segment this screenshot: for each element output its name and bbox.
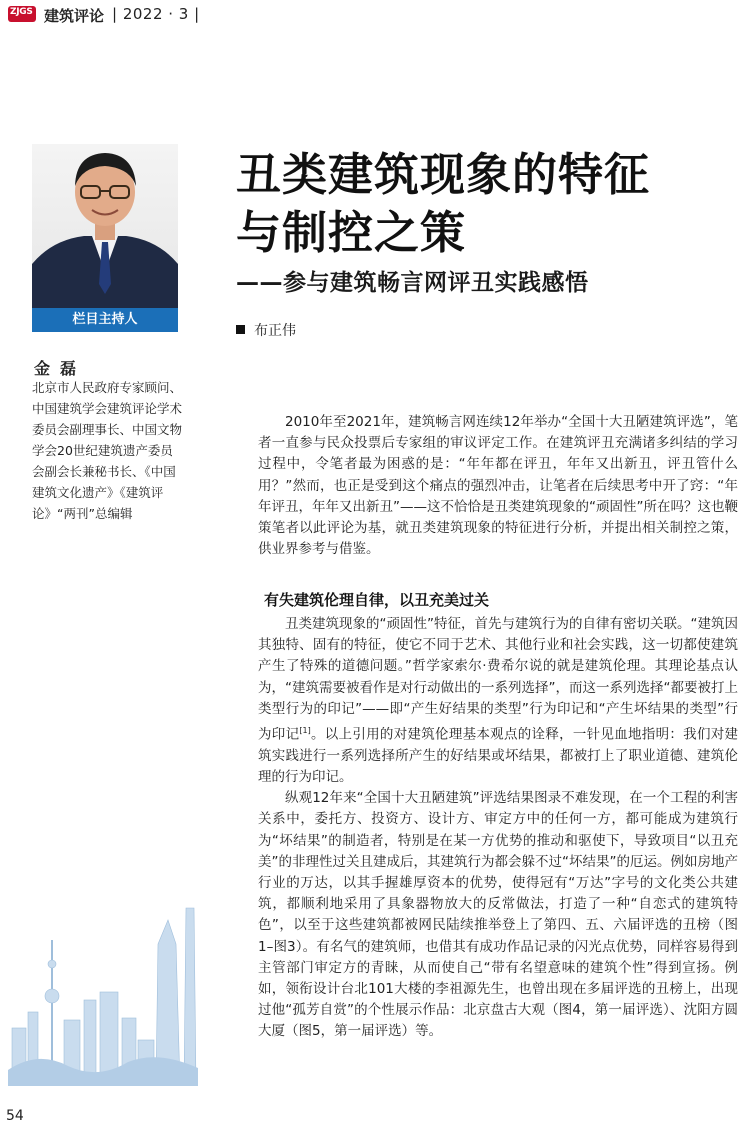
- host-name: 金磊: [34, 359, 87, 378]
- footnote-ref: [1]: [299, 726, 311, 736]
- intro-paragraph: [258, 412, 738, 560]
- author-name: 布正伟: [254, 323, 296, 339]
- paragraph-3: 纵观12年来“全国十大丑陋建筑”评选结果图录不难发现，在一个工程的利害关系中，委托方、投资方、设计方、审定方中的任何一方，都可能成为建筑行为“坏结果”的制造者，特别是在某一方优势的推动和驱使下，导致项目“以丑充美”的非理性过关且建成后，其建筑行为都会躲不过“坏结果”的厄运。例如房地产行业的万达，以其手握雄厚资本的优势，使得冠有“万达”字号的文化类公共建筑，都顺利地采用了具象器物放大的反常做法，打造了一种“自恋式的建筑特色”，以至于这些建筑都被网民陆续推举登上了第四、五、六届评选的丑榜（图1–图3）。有名气的建筑师，也借其有成功作品记录的闪光点优势，同样容易得到主管部门审定方的青睐，从而使自己“带有名望意味的建筑个性”得到宣扬。例如，领衔设计台北101大楼的李祖源先生，也曾出现在多届评选的丑榜上，出现过他“孤芳自赏”的个性展示作品：北京盘古大观（图4，第一届评选）、沈阳方圆大厦（图5，第一届评选）等。: [258, 790, 738, 1040]
- journal-logo: [8, 6, 36, 22]
- section-body: [258, 614, 738, 1043]
- article-subtitle: ——参与建筑畅言网评丑实践感悟: [236, 270, 589, 296]
- host-portrait: [32, 144, 178, 308]
- host-label: 栏目主持人: [32, 308, 178, 332]
- title-line-1: 丑类建筑现象的特征: [236, 148, 651, 201]
- article-title: [236, 146, 650, 262]
- paragraph-2: [258, 614, 738, 788]
- journal-name: 建筑评论: [44, 7, 105, 25]
- author-marker: [236, 325, 245, 334]
- paragraph-2-text: 丑类建筑现象的“顽固性”特征，首先与建筑行为的自律有密切关联。“建筑因其独特、固有的特征，使它不同于艺术、其他行业和社会实践，这一切都使建筑产生了特殊的道德问题。”哲学家索尔·费希尔说的就是建筑伦理。其理论基点认为，“建筑需要被看作是对行动做出的一系列选择”，而这一系列选择“都要被打上类型行为的印记”——即“产生好结果的类型”行为印记和“产生坏结果的类型”行为印记: [258, 616, 738, 743]
- page-header: [0, 0, 750, 28]
- logo-text: ZJGS: [10, 7, 33, 17]
- host-bio: 北京市人民政府专家顾问、中国建筑学会建筑评论学术委员会副理事长、中国文物学会20世纪建筑遗产委员会副会长兼秘书长、《中国建筑文化遗产》《建筑评论》“两刊”总编辑: [32, 380, 183, 521]
- skyline-illustration: [8, 900, 198, 1086]
- issue-number: | 2022 · 3 |: [112, 5, 200, 23]
- paragraph-2-end: 。以上引用的对建筑伦理基本观点的诠释，一针见血地指明：我们对建筑实践进行一系列选择所产生的好结果或坏结果，都被打上了职业道德、建筑伦理的行为印记。: [258, 726, 739, 785]
- paragraph-1: 2010年至2021年，建筑畅言网连续12年举办“全国十大丑陋建筑评选”，笔者一直参与民众投票后专家组的审议评定工作。在建筑评丑充满诸多纠结的学习过程中，令笔者最为困惑的是：“年年都在评丑，年年又出新丑，评丑管什么用？”然而，也正是受到这个痛点的强烈冲击，让笔者在后续思考中开了窍：“年年评丑，年年又出新丑”——这不恰恰是丑类建筑现象的“顽固性”所在吗？这也鞭策笔者以此评论为基，就丑类建筑现象的特征进行分析，并提出相关制控之策，供业界参考与借鉴。: [258, 414, 738, 558]
- section-heading: 有失建筑伦理自律，以丑充美过关: [264, 591, 490, 609]
- title-line-2: 与制控之策: [236, 206, 467, 259]
- page-number: 54: [6, 1108, 24, 1124]
